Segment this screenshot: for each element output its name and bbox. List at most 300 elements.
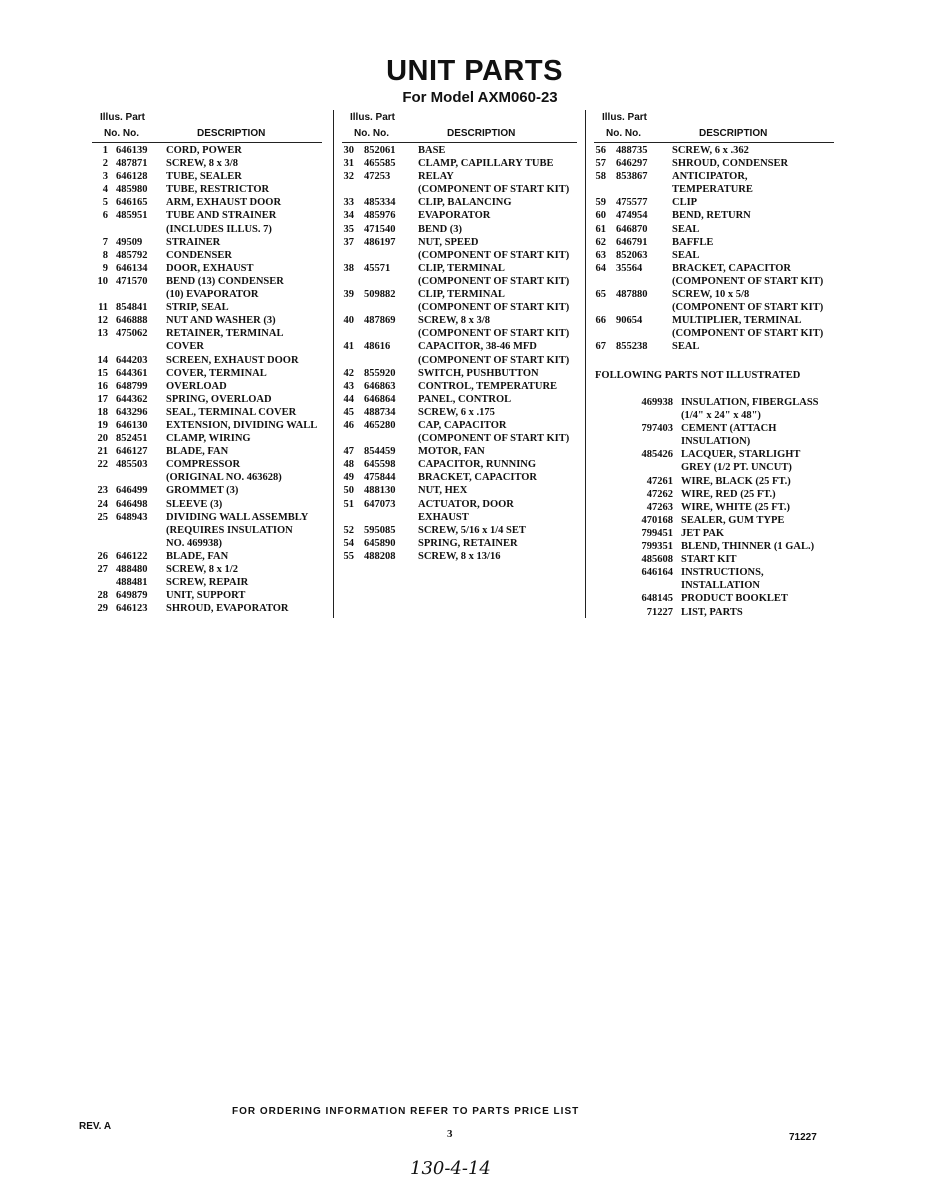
part-description: CLAMP, WIRING [166, 433, 251, 445]
part-number [606, 275, 672, 288]
part-row [594, 236, 834, 249]
part-number: 646864 [364, 393, 396, 405]
illus-number [342, 183, 354, 196]
part-description: PRODUCT BOOKLET [681, 593, 788, 605]
part-row [342, 223, 577, 236]
illus-number: 1 [102, 145, 108, 156]
illus-number: 8 [102, 249, 108, 261]
part-row [92, 288, 322, 301]
part-number: 465280 [364, 419, 396, 431]
part-number: 487869 [364, 315, 396, 327]
part-number [607, 409, 681, 422]
part-description: RETAINER, TERMINAL [166, 328, 284, 340]
illus-number: 65 [595, 289, 606, 301]
part-row [595, 514, 835, 527]
part-number: 488734 [364, 406, 396, 418]
part-number: 470168 [641, 514, 673, 526]
part-description: LIST, PARTS [681, 606, 743, 618]
part-description: CAPACITOR, 38-46 MFD [418, 341, 537, 353]
part-description: BEND, RETURN [672, 210, 751, 222]
illus-number: 50 [343, 485, 354, 497]
illus-number [595, 409, 607, 422]
illus-number: 44 [343, 393, 354, 405]
part-number: 485426 [641, 449, 673, 461]
part-row [342, 209, 577, 222]
illus-number: 42 [343, 367, 354, 379]
part-description: JET PAK [681, 527, 725, 539]
part-description: BEND (3) [418, 223, 463, 235]
part-row [92, 589, 322, 602]
illus-number: 67 [595, 341, 606, 353]
illus-number [595, 527, 607, 540]
part-row [595, 475, 835, 488]
part-row [92, 602, 322, 615]
part-description: BLADE, FAN [166, 446, 229, 458]
part-number: 644362 [116, 393, 148, 405]
illus-number [595, 435, 607, 448]
part-description: CONDENSER [166, 249, 232, 261]
part-description: SCREW, 6 x .175 [418, 406, 495, 418]
part-description: (COMPONENT OF START KIT) [418, 433, 570, 445]
illus-number [594, 301, 606, 314]
part-number: 487880 [616, 289, 648, 301]
part-description: (COMPONENT OF START KIT) [418, 275, 570, 287]
part-row [92, 275, 322, 288]
illus-number: 9 [102, 262, 108, 274]
part-number: 854459 [364, 446, 396, 458]
illus-number [342, 301, 354, 314]
part-number: 48616 [364, 341, 391, 353]
part-row [595, 409, 835, 422]
part-number: 852063 [616, 249, 648, 261]
illus-number: 7 [102, 236, 108, 248]
part-number [354, 354, 418, 367]
part-description: COVER [166, 341, 204, 353]
illus-number: 39 [343, 289, 354, 301]
illus-number: 33 [343, 197, 354, 209]
illus-number: 61 [595, 223, 606, 235]
illus-number: 14 [97, 354, 108, 366]
part-description: WIRE, WHITE (25 FT.) [681, 501, 790, 513]
part-number: 646164 [641, 567, 673, 579]
illus-number: 55 [343, 550, 354, 562]
part-description: WIRE, RED (25 FT.) [681, 488, 776, 500]
part-number: 485951 [116, 210, 148, 222]
illus-number: 17 [97, 393, 108, 405]
part-description: BLEND, THINNER (1 GAL.) [681, 541, 815, 553]
part-description: GREY (1/2 PT. UNCUT) [681, 462, 792, 474]
illus-number: 15 [97, 367, 108, 379]
part-number: 47261 [646, 475, 673, 487]
header-description: DESCRIPTION [699, 128, 768, 139]
part-number: 35564 [616, 262, 643, 274]
part-row [342, 524, 577, 537]
part-row [342, 275, 577, 288]
part-number: 647073 [364, 498, 396, 510]
parts-list [92, 144, 322, 615]
part-number: 853867 [616, 171, 648, 183]
part-number: 646297 [616, 158, 648, 170]
part-number: 646870 [616, 223, 648, 235]
part-row [342, 354, 577, 367]
illus-number: 11 [98, 302, 108, 314]
part-number [108, 340, 166, 353]
part-row [594, 183, 834, 196]
part-number: 852451 [116, 433, 148, 445]
parts-column-2 [342, 112, 577, 563]
part-row [92, 511, 322, 524]
part-description: COVER, TERMINAL [166, 367, 267, 379]
part-row [92, 183, 322, 196]
column-header [92, 112, 322, 144]
part-number: 485608 [641, 554, 673, 566]
part-row [342, 550, 577, 563]
illus-number: 52 [343, 524, 354, 536]
part-row [595, 579, 835, 592]
illus-number: 57 [595, 158, 606, 170]
illus-number [595, 422, 607, 435]
part-description: SCREW, 5/16 x 1/4 SET [418, 524, 526, 536]
part-description: (1/4" x 24" x 48") [681, 410, 761, 422]
part-row [342, 327, 577, 340]
illus-number: 56 [595, 145, 606, 156]
illus-number [595, 448, 607, 461]
part-number: 644203 [116, 354, 148, 366]
part-number: 646165 [116, 197, 148, 209]
illus-number [595, 566, 607, 579]
part-description: DIVIDING WALL ASSEMBLY [166, 511, 309, 523]
part-number: 475062 [116, 328, 148, 340]
part-description: EVAPORATOR [418, 210, 491, 222]
part-number [606, 183, 672, 196]
part-description: (COMPONENT OF START KIT) [418, 249, 570, 261]
part-row [342, 288, 577, 301]
illus-number [595, 514, 607, 527]
part-description: BLADE, FAN [166, 550, 229, 562]
part-number: 474954 [616, 210, 648, 222]
part-row [342, 432, 577, 445]
part-row [342, 484, 577, 497]
part-number: 487871 [116, 158, 148, 170]
header-description: DESCRIPTION [447, 128, 516, 139]
part-number [607, 461, 681, 474]
part-row [594, 209, 834, 222]
illus-number [595, 461, 607, 474]
part-description: UNIT, SUPPORT [166, 590, 246, 602]
part-description: SEALER, GUM TYPE [681, 514, 785, 526]
part-row [92, 563, 322, 576]
part-description: SEAL [672, 223, 700, 235]
illus-number: 28 [97, 590, 108, 602]
part-number: 485792 [116, 249, 148, 261]
part-description: LACQUER, STARLIGHT [681, 449, 801, 461]
part-description: (COMPONENT OF START KIT) [418, 354, 570, 366]
page-number: 3 [447, 1128, 453, 1140]
part-row [92, 419, 322, 432]
part-row [595, 606, 835, 619]
part-number: 509882 [364, 289, 396, 301]
header-no-no: No. No. [354, 128, 389, 139]
part-number: 485503 [116, 459, 148, 471]
illus-number: 19 [97, 419, 108, 431]
not-illustrated-heading: FOLLOWING PARTS NOT ILLUSTRATED [595, 370, 801, 381]
illus-number: 40 [343, 315, 354, 327]
part-row [342, 498, 577, 511]
part-row [594, 170, 834, 183]
part-description: CAP, CAPACITOR [418, 419, 507, 431]
part-description: INSULATION) [681, 436, 751, 448]
part-description: WIRE, BLACK (25 FT.) [681, 475, 791, 487]
part-number [354, 183, 418, 196]
illus-number: 54 [343, 537, 354, 549]
part-row [342, 301, 577, 314]
part-row [92, 196, 322, 209]
header-description: DESCRIPTION [197, 128, 266, 139]
part-description: SCREW, REPAIR [166, 577, 249, 589]
illus-number: 2 [102, 158, 108, 170]
part-description: (ORIGINAL NO. 463628) [166, 472, 282, 484]
part-description: (COMPONENT OF START KIT) [672, 275, 824, 287]
part-row [595, 553, 835, 566]
part-number: 485334 [364, 197, 396, 209]
part-description: OVERLOAD [166, 380, 227, 392]
part-description: SHROUD, CONDENSER [672, 158, 789, 170]
part-number: 644361 [116, 367, 148, 379]
part-number: 486197 [364, 236, 396, 248]
part-row [594, 262, 834, 275]
illus-number [595, 579, 607, 592]
part-number [108, 537, 166, 550]
part-description: SHROUD, EVAPORATOR [166, 603, 289, 615]
part-number: 485976 [364, 210, 396, 222]
part-number: 471540 [364, 223, 396, 235]
part-description: SCREW, 8 x 3/8 [418, 315, 490, 327]
part-number [108, 524, 166, 537]
part-number: 649879 [116, 590, 148, 602]
part-number [108, 223, 166, 236]
part-description: ACTUATOR, DOOR [418, 498, 514, 510]
part-row [92, 576, 322, 589]
part-number [354, 301, 418, 314]
part-description: SEAL [672, 341, 700, 353]
illus-number: 4 [102, 184, 108, 196]
illus-number [342, 432, 354, 445]
part-row [92, 550, 322, 563]
part-row [92, 458, 322, 471]
illus-number: 35 [343, 223, 354, 235]
illus-number [92, 537, 108, 550]
part-description: (COMPONENT OF START KIT) [418, 328, 570, 340]
illus-number [342, 354, 354, 367]
illus-number: 46 [343, 419, 354, 431]
illus-number [595, 592, 607, 605]
part-description: (COMPONENT OF START KIT) [418, 302, 570, 314]
part-row [595, 435, 835, 448]
illus-number: 23 [97, 485, 108, 497]
column-header [594, 112, 834, 144]
part-row [92, 262, 322, 275]
part-description: CLAMP, CAPILLARY TUBE [418, 158, 554, 170]
part-description: CONTROL, TEMPERATURE [418, 380, 558, 392]
header-no-no: No. No. [104, 128, 139, 139]
illus-number: 64 [595, 262, 606, 274]
illus-number: 31 [343, 158, 354, 170]
illus-number: 62 [595, 236, 606, 248]
part-description: TUBE, RESTRICTOR [166, 184, 270, 196]
part-description: SWITCH, PUSHBUTTON [418, 367, 539, 379]
part-number: 47262 [646, 488, 673, 500]
part-row [342, 419, 577, 432]
part-number: 488208 [364, 550, 396, 562]
part-description: (COMPONENT OF START KIT) [418, 184, 570, 196]
illus-number: 13 [97, 328, 108, 340]
part-description: CAPACITOR, RUNNING [418, 459, 537, 471]
part-description: COMPRESSOR [166, 459, 241, 471]
illus-number: 10 [97, 275, 108, 287]
part-number: 852061 [364, 145, 396, 156]
part-description: (10) EVAPORATOR [166, 289, 259, 301]
part-row [92, 445, 322, 458]
illus-number [594, 275, 606, 288]
model-subtitle: For Model AXM060-23 [402, 89, 558, 106]
illus-number [92, 524, 108, 537]
part-description: BASE [418, 145, 446, 156]
part-number: 646791 [616, 236, 648, 248]
part-row [342, 249, 577, 262]
part-description: TUBE AND STRAINER [166, 210, 277, 222]
part-row [595, 488, 835, 501]
part-description: SCREEN, EXHAUST DOOR [166, 354, 299, 366]
ordering-note: FOR ORDERING INFORMATION REFER TO PARTS PRICE LIST [232, 1106, 580, 1117]
part-row [342, 144, 577, 157]
illus-number [594, 183, 606, 196]
part-number: 469938 [641, 397, 673, 408]
illus-number [595, 475, 607, 488]
illus-number: 20 [97, 433, 108, 445]
part-row [595, 422, 835, 435]
part-row [594, 301, 834, 314]
illus-number [594, 327, 606, 340]
part-description: (INCLUDES ILLUS. 7) [166, 223, 272, 235]
part-number: 47263 [646, 501, 673, 513]
illus-number: 66 [595, 315, 606, 327]
not-illustrated-list [595, 396, 835, 619]
part-row [342, 314, 577, 327]
part-description: CLIP [672, 197, 698, 209]
part-row [92, 144, 322, 157]
part-row [92, 301, 322, 314]
part-description: BRACKET, CAPACITOR [418, 472, 538, 484]
part-description: MOTOR, FAN [418, 446, 485, 458]
part-row [92, 471, 322, 484]
illus-number [595, 396, 607, 409]
illus-number: 37 [343, 236, 354, 248]
header-no-no: No. No. [606, 128, 641, 139]
illus-number: 18 [97, 406, 108, 418]
part-number: 47253 [364, 171, 391, 183]
part-description: (COMPONENT OF START KIT) [672, 328, 824, 340]
header-rule [92, 142, 322, 143]
illus-number: 47 [343, 446, 354, 458]
part-number [607, 579, 681, 592]
part-number [354, 432, 418, 445]
part-number: 646130 [116, 419, 148, 431]
part-number: 488130 [364, 485, 396, 497]
part-number: 49509 [116, 236, 143, 248]
illus-number: 63 [595, 249, 606, 261]
illus-number: 24 [97, 498, 108, 510]
illus-number [92, 223, 108, 236]
part-row [342, 367, 577, 380]
illus-number: 58 [595, 171, 606, 183]
part-number: 855238 [616, 341, 648, 353]
part-number: 799451 [641, 527, 673, 539]
part-description: NUT, HEX [418, 485, 468, 497]
part-description: SEAL [672, 249, 700, 261]
part-number: 646499 [116, 485, 148, 497]
part-number: 488735 [616, 145, 648, 156]
part-row [595, 540, 835, 553]
part-row [342, 511, 577, 524]
part-row [594, 340, 834, 353]
part-number [606, 327, 672, 340]
part-row [595, 448, 835, 461]
part-number [354, 327, 418, 340]
part-row [342, 340, 577, 353]
part-number: 71227 [646, 606, 673, 618]
part-row [342, 157, 577, 170]
column-divider [333, 110, 334, 618]
part-number: 645890 [364, 537, 396, 549]
part-row [594, 275, 834, 288]
part-number [607, 435, 681, 448]
part-number: 475577 [616, 197, 648, 209]
part-description: BAFFLE [672, 236, 714, 248]
part-row [92, 236, 322, 249]
revision-label: REV. A [79, 1121, 112, 1132]
part-number: 646139 [116, 145, 148, 156]
part-row [92, 498, 322, 511]
part-number: 643296 [116, 406, 148, 418]
part-row [594, 288, 834, 301]
part-description: GROMMET (3) [166, 485, 239, 497]
part-description: INSTRUCTIONS, [681, 567, 764, 579]
part-description: SCREW, 8 x 3/8 [166, 158, 238, 170]
part-number: 475844 [364, 472, 396, 484]
part-number: 595085 [364, 524, 396, 536]
part-number: 646498 [116, 498, 148, 510]
parts-list [342, 144, 577, 563]
part-number: 855920 [364, 367, 396, 379]
part-number: 645598 [364, 459, 396, 471]
illus-number: 59 [595, 197, 606, 209]
part-number: 646863 [364, 380, 396, 392]
part-description: NUT AND WASHER (3) [166, 315, 276, 327]
illus-number [342, 275, 354, 288]
document-code: 71227 [789, 1132, 817, 1143]
part-number: 648799 [116, 380, 148, 392]
illus-number: 60 [595, 210, 606, 222]
illus-number: 51 [343, 498, 354, 510]
header-rule [594, 142, 834, 143]
illus-number: 12 [97, 315, 108, 327]
part-description: TEMPERATURE [672, 184, 753, 196]
part-row [594, 314, 834, 327]
part-description: BEND (13) CONDENSER [166, 275, 284, 287]
part-row [594, 223, 834, 236]
part-row [595, 527, 835, 540]
part-row [92, 170, 322, 183]
